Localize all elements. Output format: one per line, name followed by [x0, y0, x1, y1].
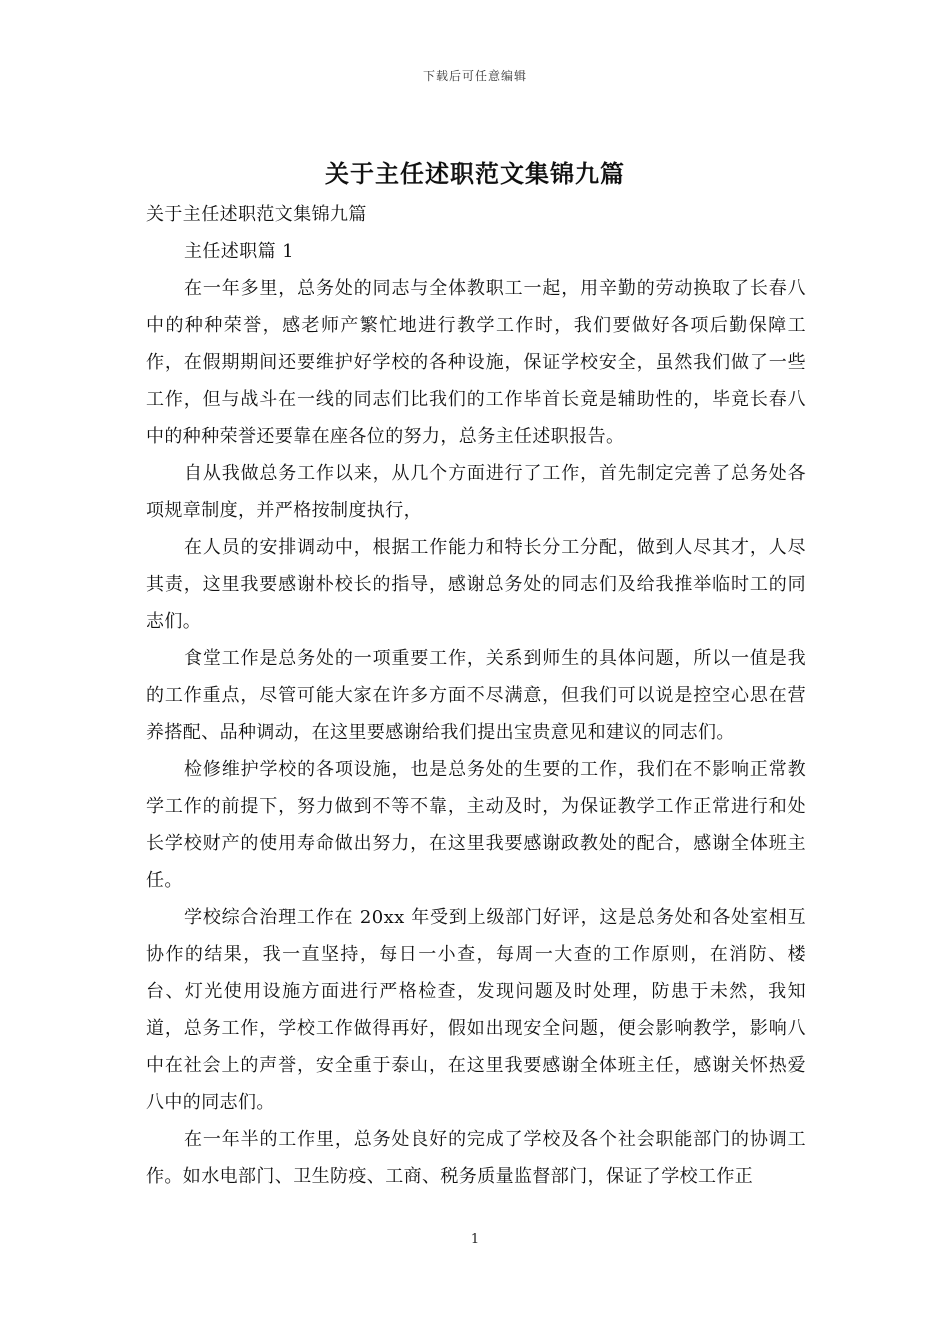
- paragraph: 食堂工作是总务处的一项重要工作，关系到师生的具体问题，所以一值是我的工作重点，尽管可能大家在许多方面不尽满意，但我们可以说是控空心思在营养搭配、品种调动，在这里要感谢给我们提出宝贵意见和建议的同志们。: [146, 648, 806, 743]
- paragraph: 自从我做总务工作以来，从几个方面进行了工作，首先制定完善了总务处各项规章制度，并严格按制度执行，: [146, 463, 806, 521]
- header-note: 下载后可任意编辑: [422, 69, 527, 83]
- paragraph: 关于主任述职范文集锦九篇: [146, 204, 367, 225]
- document-title: 关于主任述职范文集锦九篇: [325, 159, 625, 188]
- document-body: [146, 196, 806, 1195]
- page-number: 1: [470, 1232, 480, 1247]
- paragraph: 在一年半的工作里，总务处良好的完成了学校及各个社会职能部门的协调工作。如水电部门、卫生防疫、工商、税务质量监督部门，保证了学校工作正: [146, 1129, 806, 1187]
- paragraph: 在一年多里，总务处的同志与全体教职工一起，用辛勤的劳动换取了长春八中的种种荣誉，感老师产繁忙地进行教学工作时，我们要做好各项后勤保障工作，在假期期间还要维护好学校的各种设施，保证学校安全，虽然我们做了一些工作，但与战斗在一线的同志们比我们的工作毕首长竟是辅助性的，毕竟长春八中的种种荣誉还要靠在座各位的努力，总务主任述职报告。: [146, 278, 806, 447]
- paragraph: 主任述职篇 1: [184, 241, 294, 262]
- paragraph: 在人员的安排调动中，根据工作能力和特长分工分配，做到人尽其才，人尽其责，这里我要感谢朴校长的指导，感谢总务处的同志们及给我推举临时工的同志们。: [146, 537, 806, 632]
- paragraph: 学校综合治理工作在 20xx 年受到上级部门好评，这是总务处和各处室相互协作的结果，我一直坚持，每日一小查，每周一大查的工作原则，在消防、楼台、灯光使用设施方面进行严格检查，发现问题及时处理，防患于未然，我知道，总务工作，学校工作做得再好，假如出现安全问题，便会影响教学，影响八中在社会上的声誉，安全重于泰山，在这里我要感谢全体班主任，感谢关怀热爱八中的同志们。: [146, 907, 806, 1113]
- paragraph: 检修维护学校的各项设施，也是总务处的生要的工作，我们在不影响正常教学工作的前提下，努力做到不等不靠，主动及时，为保证教学工作正常进行和处长学校财产的使用寿命做出努力，在这里我要感谢政教处的配合，感谢全体班主任。: [146, 759, 806, 891]
